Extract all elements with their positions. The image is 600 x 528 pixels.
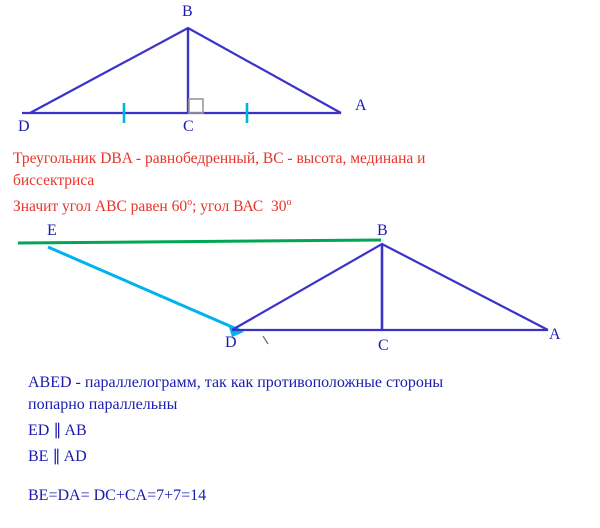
- degree-sup-1: o: [187, 197, 193, 208]
- explanation-line-3-a: Значит угол ABC равен 60: [13, 198, 188, 216]
- explanation-line-3-b: ; угол ВАС 30: [192, 198, 287, 216]
- conclusion-line-2: попарно параллельны: [28, 396, 178, 413]
- conclusion-line-5: BE=DA= DC+CA=7+7=14: [28, 487, 207, 504]
- label-c-fig2: C: [378, 337, 389, 354]
- triangle-dba-sides-fig2: [232, 244, 548, 330]
- explanation-line-2: биссектриса: [13, 172, 95, 189]
- label-a-fig2: A: [549, 326, 561, 343]
- segment-eb-green: [18, 240, 381, 243]
- label-c-fig1: C: [183, 118, 194, 135]
- label-b-fig2: B: [377, 222, 388, 239]
- tick-mark-fig2-icon: [263, 336, 268, 344]
- segment-ed-arrow: [48, 247, 239, 330]
- label-a-fig1: A: [355, 97, 367, 114]
- conclusion-line-1: ABED - параллелограмм, так как противоположные стороны: [28, 374, 444, 391]
- degree-sup-2: o: [286, 197, 292, 208]
- label-d-fig1: D: [18, 118, 30, 135]
- label-d-fig2: D: [225, 334, 237, 351]
- explanation-line-1: Треугольник DBA - равнобедренный, ВС - высота, мединана и: [13, 150, 426, 167]
- conclusion-line-4: BE ∥ AD: [28, 448, 87, 465]
- label-e-fig2: E: [47, 222, 57, 239]
- conclusion-line-3: ED ∥ AB: [28, 422, 87, 439]
- label-b-fig1: B: [182, 3, 193, 20]
